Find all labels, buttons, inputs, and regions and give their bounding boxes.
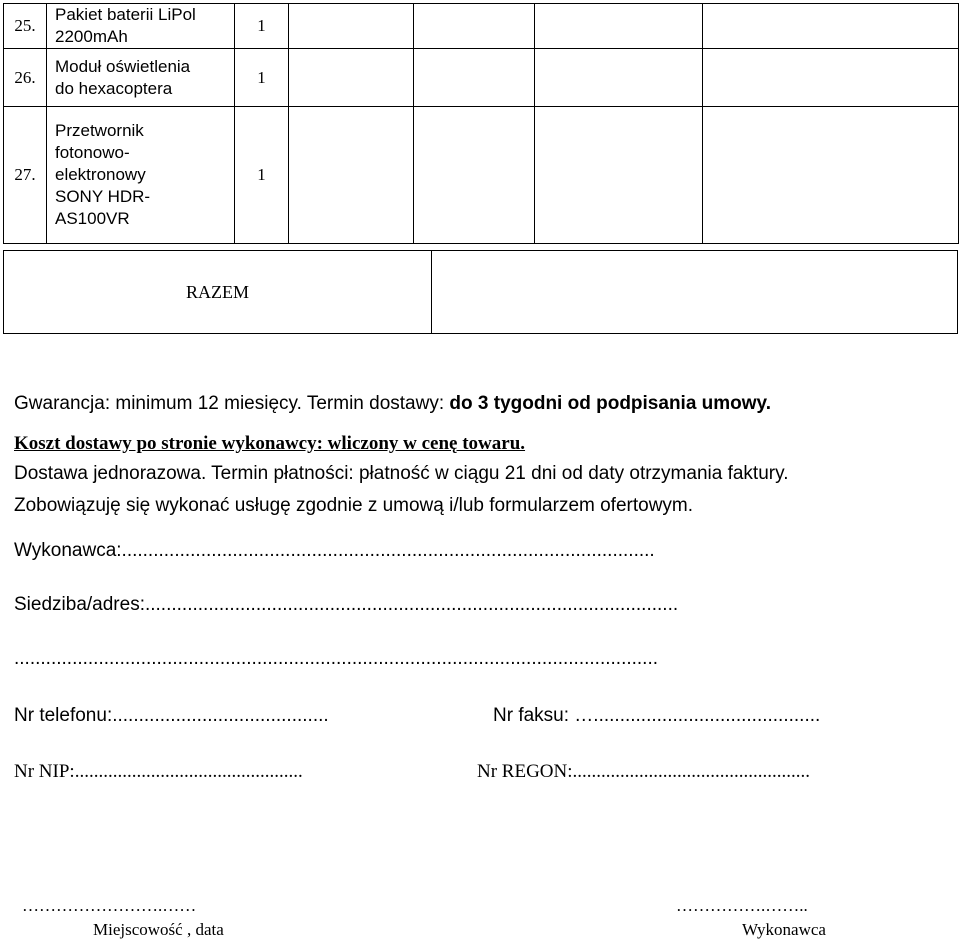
empty-cell [414, 107, 535, 244]
item-name-line: do hexacoptera [55, 78, 173, 98]
regon-field: Nr REGON:.................................................. [477, 761, 811, 782]
item-lp: 26. [4, 49, 47, 107]
item-name-line: 2200mAh [55, 27, 128, 46]
empty-cell [535, 107, 703, 244]
declaration-text: Zobowiązuję się wykonać usługę zgodnie z umową i/lub formularzem ofertowym. [14, 495, 694, 516]
table-row [4, 251, 958, 334]
item-name [47, 4, 235, 49]
item-name-line: elektronowy [55, 165, 146, 184]
place-date-dots: …………………….…… [22, 896, 197, 915]
empty-cell [703, 4, 959, 49]
nip-field: Nr NIP:................................................ [14, 761, 303, 782]
warranty-text: Gwarancja: minimum 12 miesięcy. [14, 393, 302, 414]
contractor-name-field: Wykonawca:..................................................................................................... [14, 540, 655, 561]
empty-cell [535, 4, 703, 49]
empty-cell [703, 107, 959, 244]
table-row [4, 4, 959, 49]
empty-cell [703, 49, 959, 107]
table-row [4, 49, 959, 107]
place-date-label: Miejscowość , data [93, 920, 224, 939]
item-name-line: fotonowo- [55, 143, 130, 162]
item-qty: 1 [235, 107, 289, 244]
item-lp: 27. [4, 107, 47, 244]
item-name [47, 107, 235, 244]
item-lp: 25. [4, 4, 47, 49]
contractor-seat-continuation: .......................................................................................................................... [14, 648, 659, 669]
total-label: RAZEM [4, 251, 432, 334]
item-name-line: Przetwornik [55, 121, 144, 140]
terms-warranty-line [14, 393, 771, 415]
item-qty: 1 [235, 4, 289, 49]
shipping-cost-text: Koszt dostawy po stronie wykonawcy: wliczony w cenę towaru. [14, 433, 526, 454]
item-qty: 1 [235, 49, 289, 107]
empty-cell [414, 49, 535, 107]
phone-field: Nr telefonu:......................................... [14, 705, 329, 726]
items-table [3, 3, 959, 244]
contractor-signature-label: Wykonawca [742, 920, 826, 939]
empty-cell [289, 49, 414, 107]
item-name-line: SONY HDR- [55, 187, 151, 206]
table-row [4, 107, 959, 244]
contractor-signature-dots: …………….…….. [676, 896, 808, 915]
total-table [3, 250, 958, 334]
item-name-line: Pakiet baterii LiPol [55, 5, 196, 24]
empty-cell [289, 4, 414, 49]
empty-cell [289, 107, 414, 244]
fax-field: Nr faksu: …........................................... [493, 705, 821, 726]
item-name-line: Moduł oświetlenia [55, 56, 191, 76]
item-name [47, 49, 235, 107]
contractor-seat-field: Siedziba/adres:..................................................................................................... [14, 594, 679, 615]
item-name-line: AS100VR [55, 209, 130, 228]
total-value-cell [432, 251, 958, 334]
delivery-value: do 3 tygodni od podpisania umowy. [449, 393, 771, 414]
empty-cell [535, 49, 703, 107]
payment-text: Dostawa jednorazowa. Termin płatności: płatność w ciągu 21 dni od daty otrzymania faktury. [14, 463, 789, 484]
delivery-label: Termin dostawy: [306, 393, 445, 414]
empty-cell [414, 4, 535, 49]
